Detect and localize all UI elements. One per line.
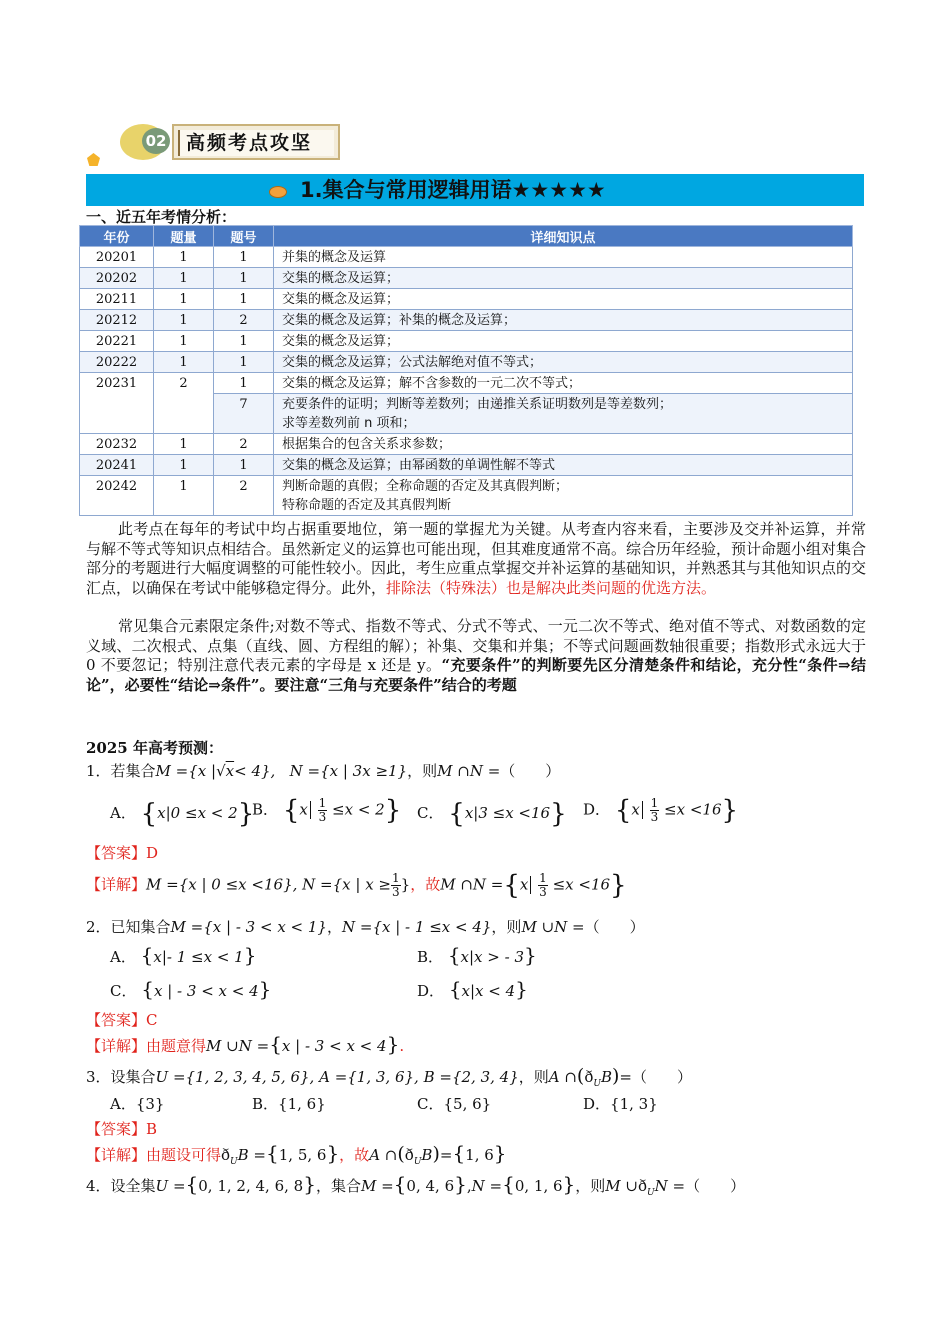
forecast-heading: 2025 年高考预测： (86, 739, 223, 757)
option-value: {5, 6} (443, 1095, 492, 1113)
q4-set-n-a: N = (471, 1177, 503, 1195)
q3-ask-b: B (600, 1068, 612, 1086)
detail-fraction: $\frac{1}{3}$ (392, 871, 400, 899)
detail-close: } (400, 875, 411, 894)
cell-num: 1 (214, 331, 274, 352)
q3-answer: 【答案】B (86, 1120, 158, 1138)
cell-detail: 交集的概念及运算；解不含参数的一元二次不等式； (274, 373, 853, 394)
q1-option-b[interactable]: B． {x $\frac{1}{3}$ ≤x < 2} (252, 795, 402, 826)
cell-detail: 根据集合的包含关系求参数； (274, 434, 853, 455)
cell-count: 1 (154, 247, 214, 268)
option-value: {1, 6} (278, 1095, 326, 1113)
q1-paren: （ ） (500, 762, 561, 780)
cell-count: 1 (154, 289, 214, 310)
cell-detail-line: 判断命题的真假；全称命题的否定及其真假判断； (282, 479, 569, 494)
option-value: x|0 ≤x < 2 (157, 804, 238, 822)
option-label: B． (252, 1095, 279, 1113)
option-label: B． (252, 800, 279, 819)
q1-then: ，则 (407, 762, 438, 780)
cell-count: 1 (154, 434, 214, 455)
col-count: 题量 (154, 226, 214, 247)
cell-count: 1 (154, 455, 214, 476)
question-4-stem: 4．设全集U ={0, 1, 2, 4, 6, 8}，集合M ={0, 4, 6},N ={0, 1, 6}，则M $\cup ð_UN$ =（ ） (86, 1172, 746, 1198)
question-1-stem (86, 761, 560, 781)
option-x: x (631, 800, 640, 819)
option-label: A． (110, 948, 136, 966)
q2-option-a[interactable]: A． {x|- 1 ≤x < 1} (110, 943, 257, 967)
option-label: C． (417, 804, 444, 822)
cell-detail-line: 求等差数列前 n 项和； (282, 416, 416, 431)
cell-year: 20232 (80, 434, 154, 455)
q1-set-n: N ={x | 3x ≥1} (289, 762, 408, 780)
cell-count: 1 (154, 310, 214, 331)
option-label: D． (417, 982, 445, 1000)
option-label: B． (417, 948, 444, 966)
q2-option-c[interactable]: C． {x | - 3 < x < 4} (110, 977, 272, 1001)
q2-detail: 【详解】由题意得M ∪N ={x | - 3 < x < 4}. (86, 1032, 405, 1056)
q4-paren: （ ） (685, 1177, 746, 1195)
table-row (80, 352, 853, 373)
option-label: D． (583, 800, 611, 819)
badge-number: 02 (142, 128, 170, 154)
q3-then: ，则 (518, 1068, 549, 1086)
detail-expr-eq: = (439, 1146, 453, 1164)
q1-set-m: M ={x | (155, 762, 217, 780)
q2-comma: ， (326, 918, 342, 936)
cell-year: 20221 (80, 331, 154, 352)
detail-expr-sub: U (413, 1157, 422, 1167)
option-value: x|3 ≤x <16 (464, 804, 551, 822)
option-label: C． (110, 982, 137, 1000)
q1-option-a[interactable]: A． {x|0 ≤x < 2} (110, 799, 255, 829)
cell-detail: 交集的概念及运算；公式法解绝对值不等式； (274, 352, 853, 373)
paragraph-text: 常见集合元素限定条件;对数不等式、指数不等式、分式不等式、一元二次不等式、绝对值不等式、对数函数的定义域、二次根式、点集（直线、圆、方程组的解）；补集、交集和并集；不等式问题画数轴很重要；指数形式永远大于 0 不要忽记；特别注意代表元素的字母是 x 还是 y。 (86, 617, 866, 675)
badge-title: 高频考点攻坚 (178, 130, 334, 156)
complement-icon: ð (584, 1068, 594, 1086)
cell-detail-line: 特称命题的否定及其真假判断 (282, 498, 452, 513)
detail-result-rest: ≤x <16 (552, 875, 611, 894)
q4-ask-a: M ∪ (605, 1177, 638, 1195)
detail-set1: 1, 5, 6 (278, 1146, 327, 1164)
option-fraction: $\frac{1}{3}$ (318, 796, 327, 824)
paragraph-tips (86, 617, 866, 695)
cell-detail: 交集的概念及运算；由幂函数的单调性解不等式 (274, 455, 853, 476)
q3-sets: U ={1, 2, 3, 4, 5, 6}, A ={1, 3, 6}, B ={2, 3, 4} (155, 1068, 519, 1086)
detail-expr-b: B (421, 1146, 433, 1164)
q3-option-b[interactable] (252, 1094, 326, 1114)
paragraph-bold: “充要条件”的判断要先区分清楚条件和结论，充分性“条件⇒结论”，必要性“结论⇒条件”。要注意“三角与充要条件”结合的考题 (86, 656, 866, 694)
q3-option-a[interactable] (110, 1094, 164, 1114)
detail-expr-a: A ∩ (369, 1146, 398, 1164)
q2-answer: 【答案】C (86, 1011, 158, 1029)
q2-prefix: 2．已知集合 (86, 918, 171, 936)
cell-num: 2 (214, 310, 274, 331)
q4-set-n: 0, 1, 6 (514, 1177, 563, 1195)
table-row (80, 331, 853, 352)
cell-detail (274, 394, 853, 434)
option-fraction: $\frac{1}{3}$ (650, 796, 659, 824)
q3-detail: 【详解】由题设可得$ð_UB =\{1$, 5, 6}，故A $\cap(ð_UB)=\{1$, 6} (86, 1141, 507, 1167)
cell-num: 2 (214, 476, 274, 516)
q3-prefix: 3．设集合 (86, 1068, 156, 1086)
bullet-icon (269, 186, 287, 198)
cell-count: 1 (154, 476, 214, 516)
table-row (80, 434, 853, 455)
detail-result: M ∩N = (440, 875, 504, 894)
cell-year: 20201 (80, 247, 154, 268)
q1-prefix: 1．若集合 (86, 762, 156, 780)
q4-ask-b: N = (654, 1177, 686, 1195)
q4-set-m: 0, 4, 6 (406, 1177, 455, 1195)
cell-num: 1 (214, 268, 274, 289)
table-header-row (80, 226, 853, 247)
cell-num: 7 (214, 394, 274, 434)
detail-so: ，故 (410, 875, 441, 894)
paragraph-text: 此考点在每年的考试中均占据重要地位，第一题的掌握尤为关键。从考查内容来看，主要涉及交并补运算，并常与解不等式等知识点相结合。虽然新定义的运算也可能出现，但其难度通常不高。综合历年经验，预计命题小组对集合部分的考题进行大幅度调整的可能性较小。因此，考生应重点掌握交并补运算的基础知识，并熟悉其与其他知识点的交汇点，以确保在考试中能够稳定得分。此外， (86, 520, 867, 597)
option-label: A． (110, 1095, 136, 1113)
detail-expr: M ∪N = (206, 1037, 270, 1055)
cell-count: 2 (154, 373, 214, 434)
cell-num: 1 (214, 373, 274, 394)
complement-icon: ð (221, 1146, 231, 1164)
cell-year: 20242 (80, 476, 154, 516)
detail-expr: M ={x | 0 ≤x <16}, N ={x | x ≥ (146, 875, 391, 894)
complement-icon: ð (637, 1177, 648, 1195)
q1-detail: 【详解】M ={x | 0 ≤x <16}, N ={x | x ≥ $\frac{1}{3}$ }，故M ∩N ={x $\frac{1}{3}$ ≤x <16} (86, 870, 627, 901)
q1-option-d[interactable]: D． {x $\frac{1}{3}$ ≤x <16} (583, 795, 739, 826)
option-label: C． (417, 1095, 444, 1113)
option-value: x | - 3 < x < 4 (154, 982, 259, 1000)
detail-result-fraction: $\frac{1}{3}$ (539, 871, 547, 899)
detail-label: 【详解】 (86, 875, 147, 894)
q3-option-c[interactable] (417, 1094, 491, 1114)
detail-result-x: x (519, 875, 529, 894)
option-label: D． (583, 1095, 611, 1113)
cell-detail: 交集的概念及运算； (274, 331, 853, 352)
option-rest: ≤x < 2 (332, 800, 385, 819)
cell-detail: 交集的概念及运算； (274, 289, 853, 310)
cell-num: 1 (214, 289, 274, 310)
cell-year: 20231 (80, 373, 154, 434)
cell-year: 20241 (80, 455, 154, 476)
q4-set-m-a: M = (360, 1177, 394, 1195)
table-row (80, 476, 853, 516)
q4-set-u-a: U = (155, 1177, 186, 1195)
option-value: {1, 3} (610, 1095, 658, 1113)
q3-sub: U (593, 1079, 601, 1089)
q2-set-m: M ={x | - 3 < x < 1} (170, 918, 327, 936)
paragraph-highlight: 排除法（特殊法）也是解决此类问题的优选方法。 (386, 578, 717, 597)
cell-num: 2 (214, 434, 274, 455)
table-row (80, 289, 853, 310)
q3-ask-end: = (619, 1068, 632, 1086)
cell-detail: 交集的概念及运算；补集的概念及运算； (274, 310, 853, 331)
detail-set: x | - 3 < x < 4 (281, 1037, 387, 1055)
table-row (80, 268, 853, 289)
q4-sub: U (647, 1188, 655, 1198)
q2-paren: （ ） (584, 918, 645, 936)
detail-end: . (399, 1037, 405, 1055)
cell-detail: 交集的概念及运算； (274, 268, 853, 289)
detail-b-set: B = (237, 1146, 266, 1164)
table-row (80, 455, 853, 476)
table-row (80, 247, 853, 268)
detail-label: 【详解】由题意得 (86, 1037, 207, 1055)
detail-sub: U (230, 1157, 238, 1167)
q1-ask: M ∩N = (437, 762, 501, 780)
q1-sqrt-x: x (225, 762, 235, 780)
cell-num: 1 (214, 352, 274, 373)
q3-paren: （ ） (632, 1068, 693, 1086)
q2-set-n: N ={x | - 1 ≤x < 4} (342, 918, 492, 936)
cell-count: 1 (154, 352, 214, 373)
q1-answer: 【答案】D (86, 844, 159, 862)
cell-count: 1 (154, 331, 214, 352)
cell-year: 20222 (80, 352, 154, 373)
q4-set-label: ，集合 (315, 1177, 361, 1195)
q4-comma: , (466, 1177, 472, 1195)
q2-option-b[interactable]: B． {x|x > - 3} (417, 943, 537, 967)
paragraph-analysis (86, 520, 866, 598)
complement-icon: ð (404, 1146, 414, 1164)
option-label: A． (110, 804, 136, 822)
q2-then: ，则 (491, 918, 522, 936)
cell-detail: 并集的概念及运算 (274, 247, 853, 268)
option-x: x (299, 800, 308, 819)
table-row (80, 373, 853, 394)
option-value: {3} (135, 1095, 165, 1113)
cell-year: 20211 (80, 289, 154, 310)
question-2-stem (86, 917, 645, 937)
cell-detail (274, 476, 853, 516)
q2-option-d[interactable]: D． {x|x < 4} (417, 977, 528, 1001)
cell-year: 20212 (80, 310, 154, 331)
option-rest: ≤x <16 (664, 800, 722, 819)
detail-mid: ，故 (339, 1146, 370, 1164)
exam-table (79, 225, 853, 516)
q2-ask: M ∪N = (521, 918, 585, 936)
cell-year: 20202 (80, 268, 154, 289)
col-detail: 详细知识点 (274, 226, 853, 247)
q1-set-m-end: < 4}, (234, 762, 276, 780)
section-title: 1.集合与常用逻辑用语★★★★★ (300, 178, 606, 202)
question-3-stem: 3．设集合U ={1, 2, 3, 4, 5, 6}, A ={1, 3, 6}, B ={2, 3, 4}，则A $\cap(ð_UB)=$（ ） (86, 1065, 693, 1089)
q3-ask: A ∩ (548, 1068, 577, 1086)
table-row (80, 310, 853, 331)
q1-option-c[interactable]: C． {x|3 ≤x <16} (417, 799, 567, 829)
q3-option-d[interactable] (583, 1094, 658, 1114)
q4-then: ，则 (575, 1177, 606, 1195)
detail-label: 【详解】由题设可得 (86, 1146, 222, 1164)
analysis-heading: 一、近五年考情分析： (86, 208, 237, 226)
option-value: x|- 1 ≤x < 1 (153, 948, 244, 966)
option-value: x|x < 4 (461, 982, 516, 1000)
cell-count: 1 (154, 268, 214, 289)
pentagon-icon (87, 153, 100, 166)
cell-num: 1 (214, 247, 274, 268)
cell-num: 1 (214, 455, 274, 476)
option-value: x|x > - 3 (460, 948, 525, 966)
q4-set-u: 0, 1, 2, 4, 6, 8 (198, 1177, 304, 1195)
cell-detail-line: 充要条件的证明；判断等差数列；由递推关系证明数列是等差数列； (282, 397, 673, 412)
q4-prefix: 4．设全集 (86, 1177, 156, 1195)
col-num: 题号 (214, 226, 274, 247)
col-year: 年份 (80, 226, 154, 247)
sqrt-icon: √ (216, 762, 226, 780)
detail-set2: 1, 6 (465, 1146, 494, 1164)
